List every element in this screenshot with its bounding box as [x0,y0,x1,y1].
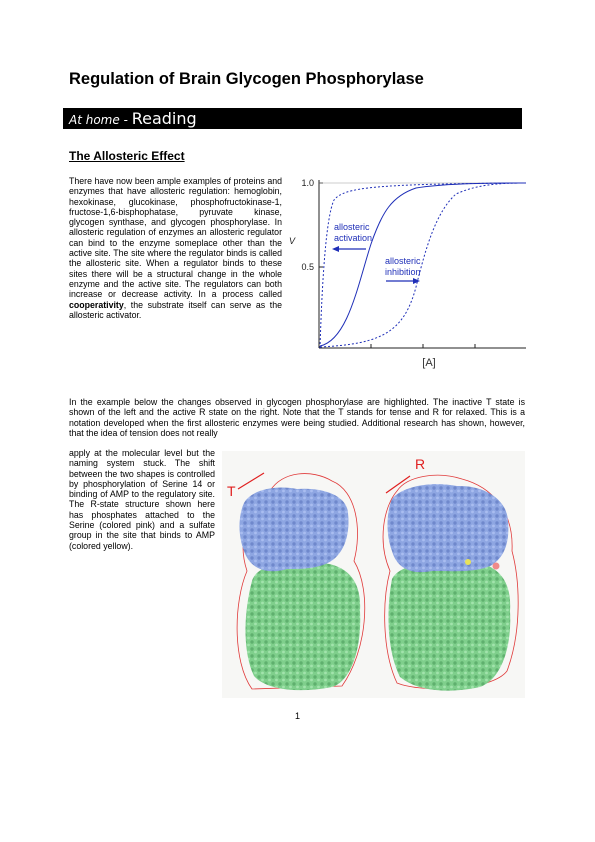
activation-label-line1: allosteric [334,222,370,232]
example-paragraph: In the example below the changes observed in glycogen phosphorylase are highlighted. The inactive T state is shown of the left and the active R state on the right. Note that the T stands for tense and R for relaxed. This is a notation developed when the first allosteric enzymes were being studied. Additional research has shown, however, that the idea of tension does not really [69,397,525,438]
activation-label-line2: activation [334,233,373,243]
t-state-catalytic-domain [246,562,361,691]
section-subheading: The Allosteric Effect [69,149,185,163]
y-tick-label-0-5: 0.5 [301,262,314,272]
intro-paragraph [69,176,282,320]
t-state-arrow [238,473,264,489]
t-state-label: T [227,483,236,499]
inhibition-label-line2: inhibition [385,267,421,277]
activation-arrowhead [332,246,339,252]
r-state-catalytic-domain [388,561,510,691]
normal-curve [320,183,526,346]
y-axis-label: V [289,236,296,246]
t-state-regulatory-domain [240,488,349,572]
page-number: 1 [294,711,300,721]
cooperativity-term: cooperativity [69,299,124,310]
y-tick-label-1: 1.0 [301,178,314,188]
page-title: Regulation of Brain Glycogen Phosphorylase [69,70,424,88]
section-banner-label: Reading [131,109,197,128]
section-banner-context: At home [69,113,120,127]
serine-phosphate-marker [493,563,500,570]
amp-site-sulfate-marker [465,559,471,565]
t-state-structure [227,473,365,690]
inhibited-curve [320,183,526,347]
phosphorylase-structure-figure [222,451,525,698]
section-banner [63,108,522,129]
activated-curve [320,183,526,348]
inhibition-label-line1: allosteric [385,256,421,266]
allosteric-rate-graph [286,172,532,372]
section-banner-separator: - [119,113,132,127]
x-axis-label: [A] [422,357,436,369]
r-state-label: R [415,456,426,472]
mechanism-paragraph: apply at the molecular level but the naming system stuck. The shift between the two shapes is controlled by phosphorylation of Serine 14 or binding of AMP to the regulatory site. The R-state structure shown here has phosphates attached to the Serine (colored pink) and a sulfate group in the site that binds to AMP (colored yellow). [69,448,215,551]
r-state-regulatory-domain [388,484,509,572]
intro-text-start: There have now been ample examples of proteins and enzymes that have allosteric regulation: hemoglobin, hexokinase, glucokinase, phosphofructokinase-1, fructose-1,6-bisphophatase, pyruvate kinase, glycogen synthase, and glycogen phosphorylase. In allosteric regulation of enzymes an allosteric regulator can bind to the enzyme someplace other than the active site. The site where the regulator binds is called the allosteric site. When a regulator binds to these sites there will be a structural change in the whole enzyme and the active site. The regulators can both increase or decrease activity. In a process called [69,176,282,300]
intro-text-end: , the substrate itself can serve as the allosteric activator. [69,299,282,320]
r-state-structure [383,456,518,691]
